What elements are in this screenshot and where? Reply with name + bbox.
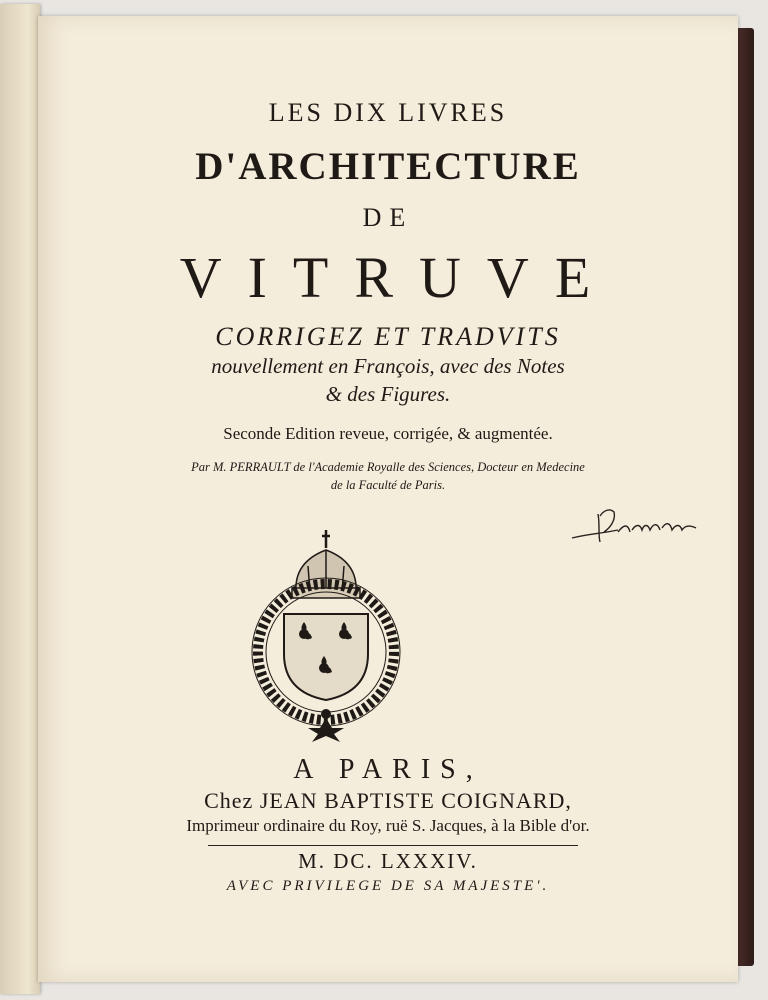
- handwritten-signature: [558, 494, 718, 554]
- imprint-privilege: AVEC PRIVILEGE DE SA MAJESTE'.: [226, 878, 550, 894]
- author-line-2: de la Faculté de Paris.: [330, 478, 446, 492]
- edition-statement: Seconde Edition reveue, corrigée, & augmentée.: [223, 424, 553, 443]
- title-line-2: D'ARCHITECTURE: [195, 145, 581, 188]
- title-line-1: LES DIX LIVRES: [268, 98, 508, 127]
- title-line-6: nouvellement en François, avec des Notes: [211, 354, 565, 378]
- facing-page-edge: [0, 4, 40, 994]
- imprint-address: Imprimeur ordinaire du Roy, ruë S. Jacques, à la Bible d'or.: [186, 816, 590, 835]
- divider-rule: [208, 845, 578, 846]
- royal-arms-emblem: [236, 522, 416, 742]
- title-line-5: CORRIGEZ ET TRADVITS: [215, 322, 561, 351]
- title-page: [38, 16, 738, 982]
- imprint-city: A PARIS,: [293, 754, 483, 785]
- title-line-3: DE: [362, 203, 414, 232]
- imprint-publisher: Chez JEAN BAPTISTE COIGNARD,: [204, 788, 572, 813]
- title-line-4: VITRUVE: [179, 245, 617, 310]
- title-line-7: & des Figures.: [325, 382, 451, 406]
- imprint-year: M. DC. LXXXIV.: [298, 849, 478, 873]
- author-line-1: Par M. PERRAULT de l'Academie Royalle des Sciences, Docteur en Medecine: [191, 460, 585, 474]
